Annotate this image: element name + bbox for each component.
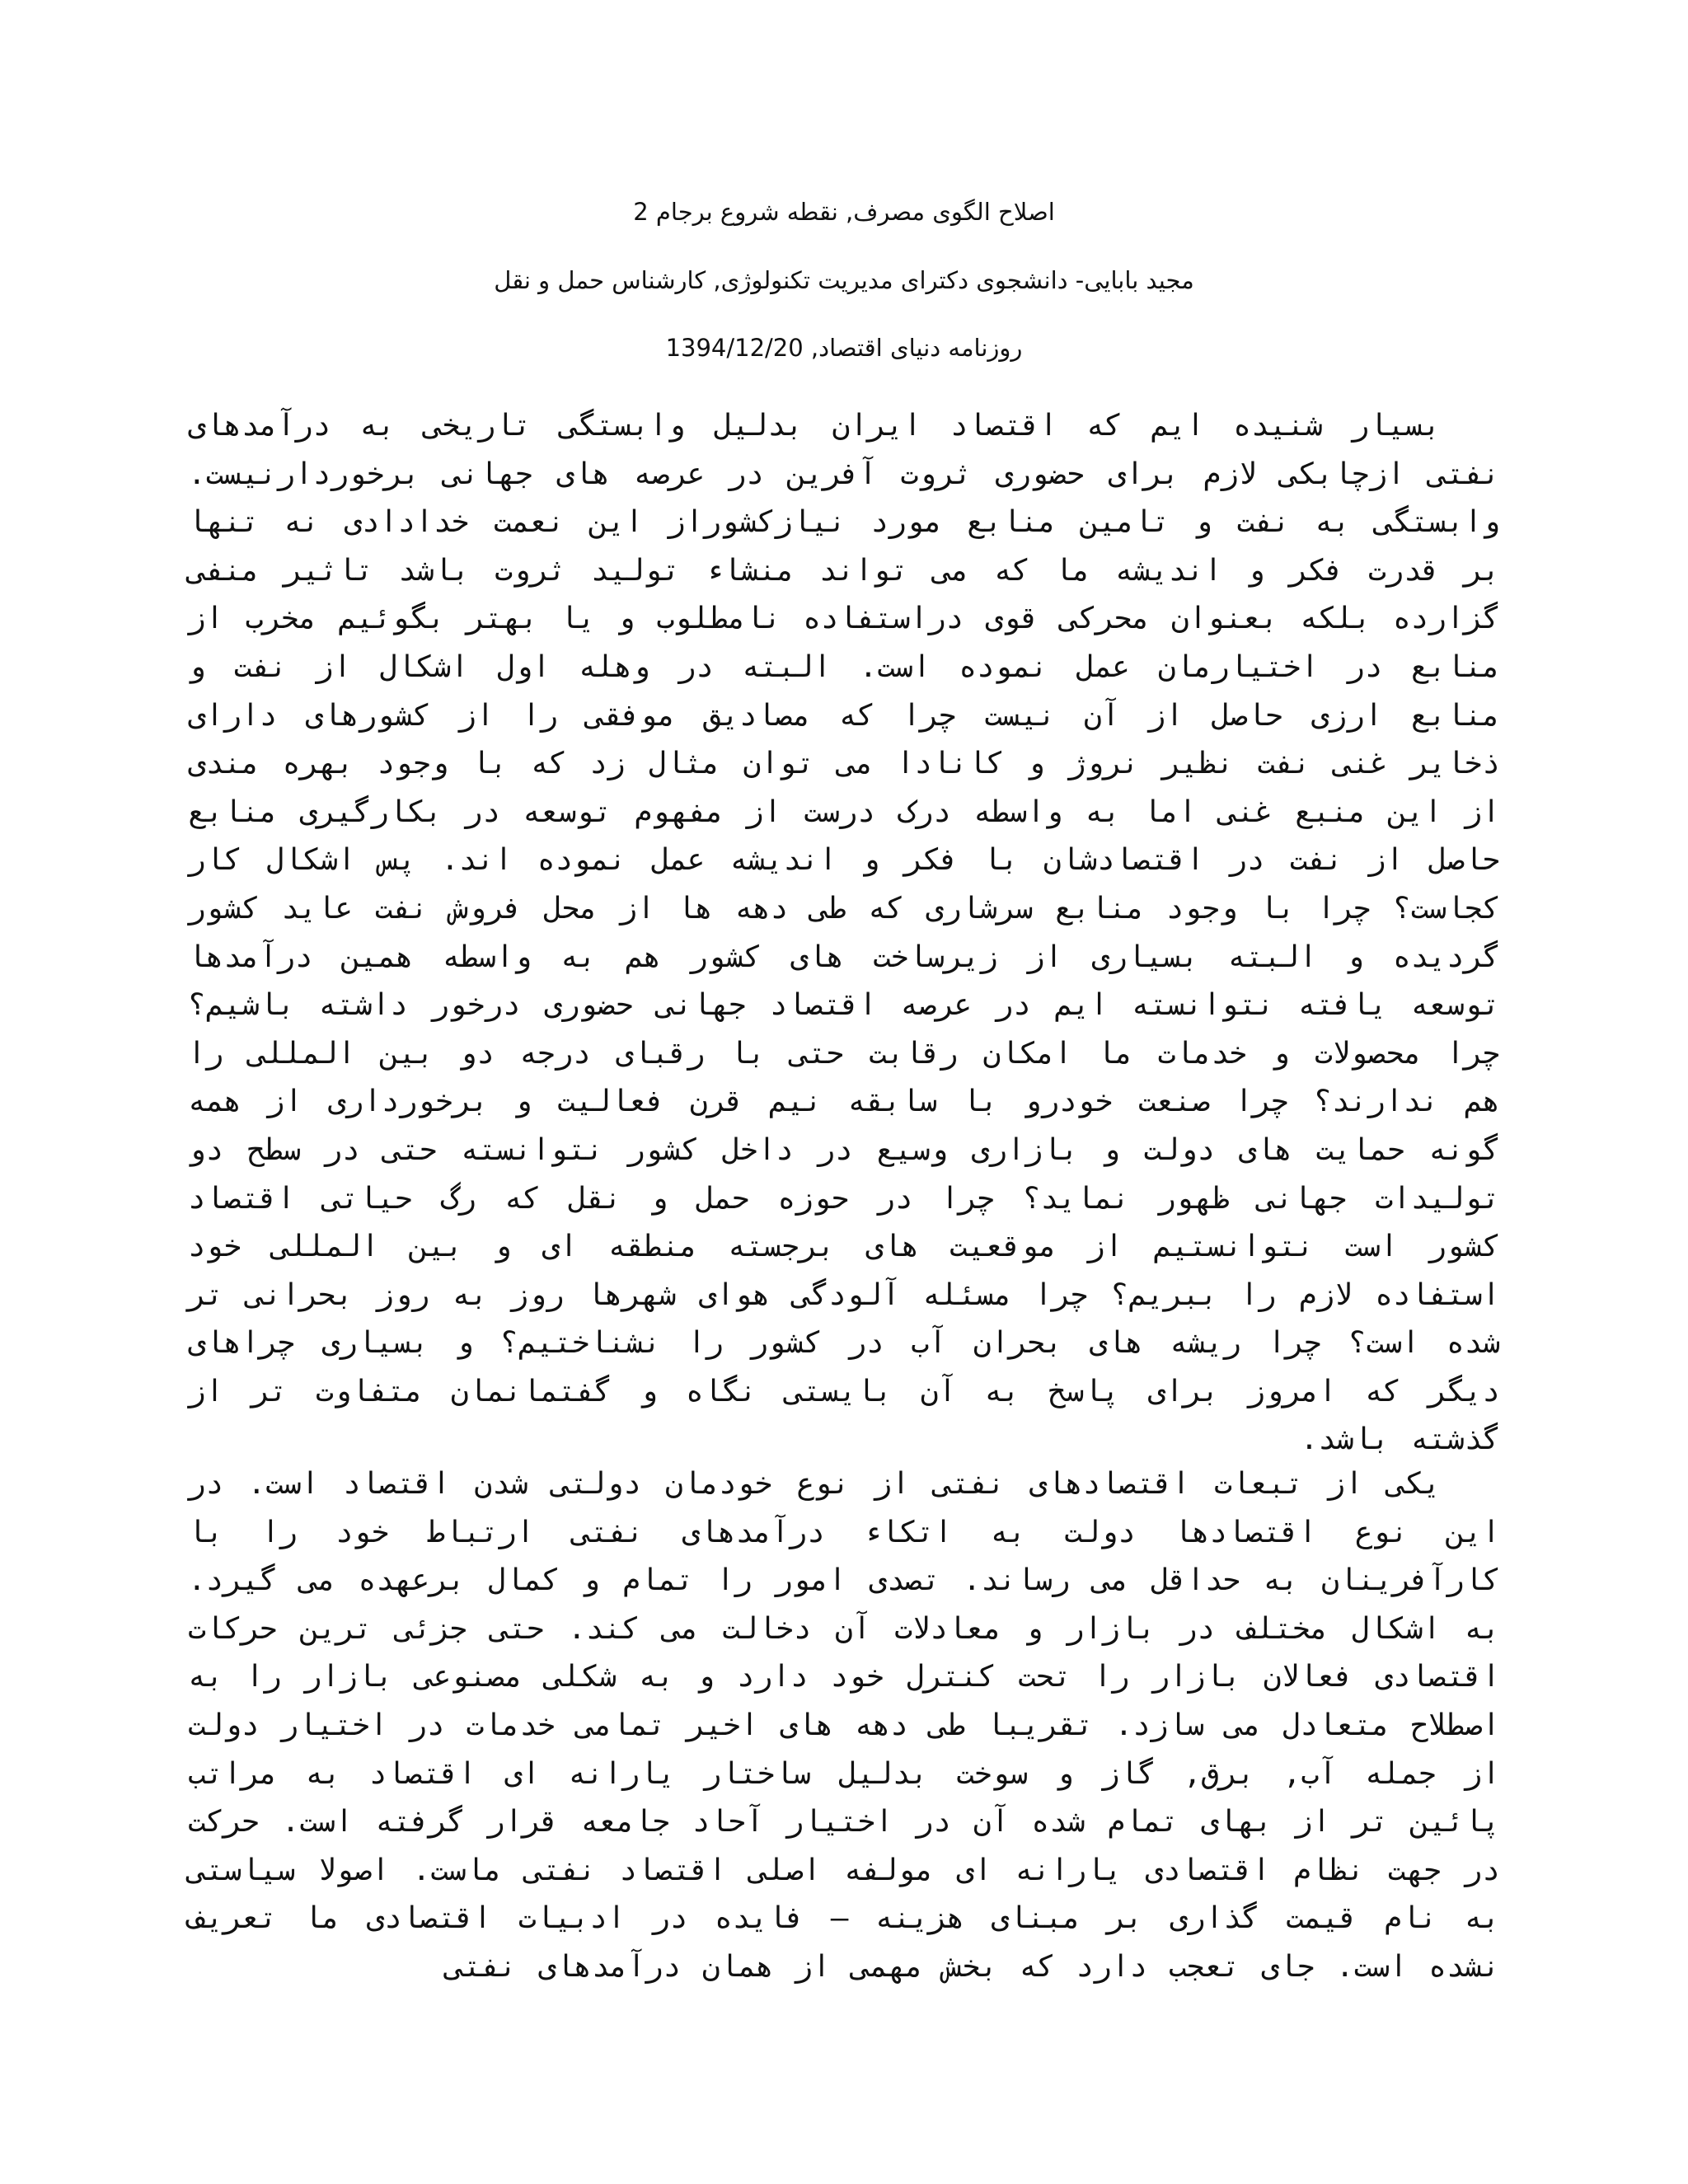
paragraph-text: بسیار شنیده ایم که اقتصاد ایران بدلیل وابستگی تاریخی به درآمدهای نفتی ازچابکی لازم برای حضوری ثروت آفرین در عرصه های جهانی برخوردارنیست. وابستگی به نفت و تامین منابع مورد نیازکشوراز این نعمت خدادادی نه تنها بر قدرت فکر و اندیشه ما که می تواند منشاء تولید ثروت باشد تاثیر منفی گزارده بلکه بعنوان محرکی قوی دراستفاده نامطلوب و یا بهتر بگوئیم مخرب از منابع در اختیارمان عمل نموده است. البته در وهله اول اشکال از نفت و منابع ارزی حاصل از آن نیست چرا که مصادیق موفقی را از کشورهای دارای ذخایر غنی نفت نظیر نروژ و کانادا می توان مثال زد که با وجود بهره مندی از این منبع غنی اما به واسطه درک درست از مفهوم توسعه در بکارگیری منابع حاصل از نفت در اقتصادشان با فکر و اندیشه عمل نموده اند. پس اشکال کار کجاست؟ چرا با وجود منابع سرشاری که طی دهه ها از محل فروش نفت عاید کشور گردیده و البته بسیاری از زیرساخت های کشور هم به واسطه همین درآمدها توسعه یافته نتوانسته ایم در عرصه اقتصاد جهانی حضوری درخور داشته باشیم؟ چرا محصولات و خدمات ما امکان رقابت حتی با رقبای درجه دو بین المللی را هم ندارند؟ چرا صنعت خودرو با سابقه نیم قرن فعالیت و برخورداری از همه گونه حمایت های دولت و بازاری وسیع در داخل کشور نتوانسته حتی در سطح دو تولیدات جهانی ظهور نماید؟ چرا در حوزه حمل و نقل که رگ حیاتی اقتصاد کشور است نتوانستیم از موقعیت های برجسته منطقه ای و بین المللی خود استفاده لازم را ببریم؟ چرا مسئله آلودگی هوای شهرها روز به روز بحرانی تر شده است؟ چرا ریشه های بحران آب در کشور را نشناختیم؟ و بسیاری چراهای دیگر که امروز برای پاسخ به آن بایستی نگاه و گفتمانمان متفاوت تر از گذشته باشد. [188,409,1500,1457]
article-source: روزنامه دنیای اقتصاد, 1394/12/20 [665,334,1023,362]
paragraph-text: یکی از تبعات اقتصادهای نفتی از نوع خودمان دولتی شدن اقتصاد است. در این نوع اقتصادها دولت به اتکاء درآمدهای نفتی ارتباط خود را با کارآفرینان به حداقل می رساند. تصدی امور را تمام و کمال برعهده می گیرد. به اشکال مختلف در بازار و معادلات آن دخالت می کند. حتی جزئی ترین حرکات اقتصادی فعالان بازار را تحت کنترل خود دارد و به شکلی مصنوعی بازار را به اصطلاح متعادل می سازد. تقریبا طی دهه های اخیر تمامی خدمات در اختیار دولت از جمله آب, برق, گاز و سوخت بدلیل ساختار یارانه ای اقتصاد به مراتب پائین تر از بهای تمام شده آن در اختیار آحاد جامعه قرار گرفته است. حرکت در جهت نظام اقتصادی یارانه ای مولفه اصلی اقتصاد نفتی ماست. اصولا سیاستی به نام قیمت گذاری بر مبنای هزینه – فایده در ادبیات اقتصادی ما تعریف نشده است. جای تعجب دارد که بخش مهمی از همان درآمدهای نفتی [188,1467,1500,1984]
article-author: مجید بابایی- دانشجوی دکترای مدیریت تکنولوژی, کارشناس حمل و نقل [494,266,1194,294]
body-paragraph-2 [188,1460,1500,1992]
body-paragraph-1 [188,402,1500,1465]
article-title: اصلاح الگوی مصرف, نقطه شروع برجام 2 [633,198,1055,226]
